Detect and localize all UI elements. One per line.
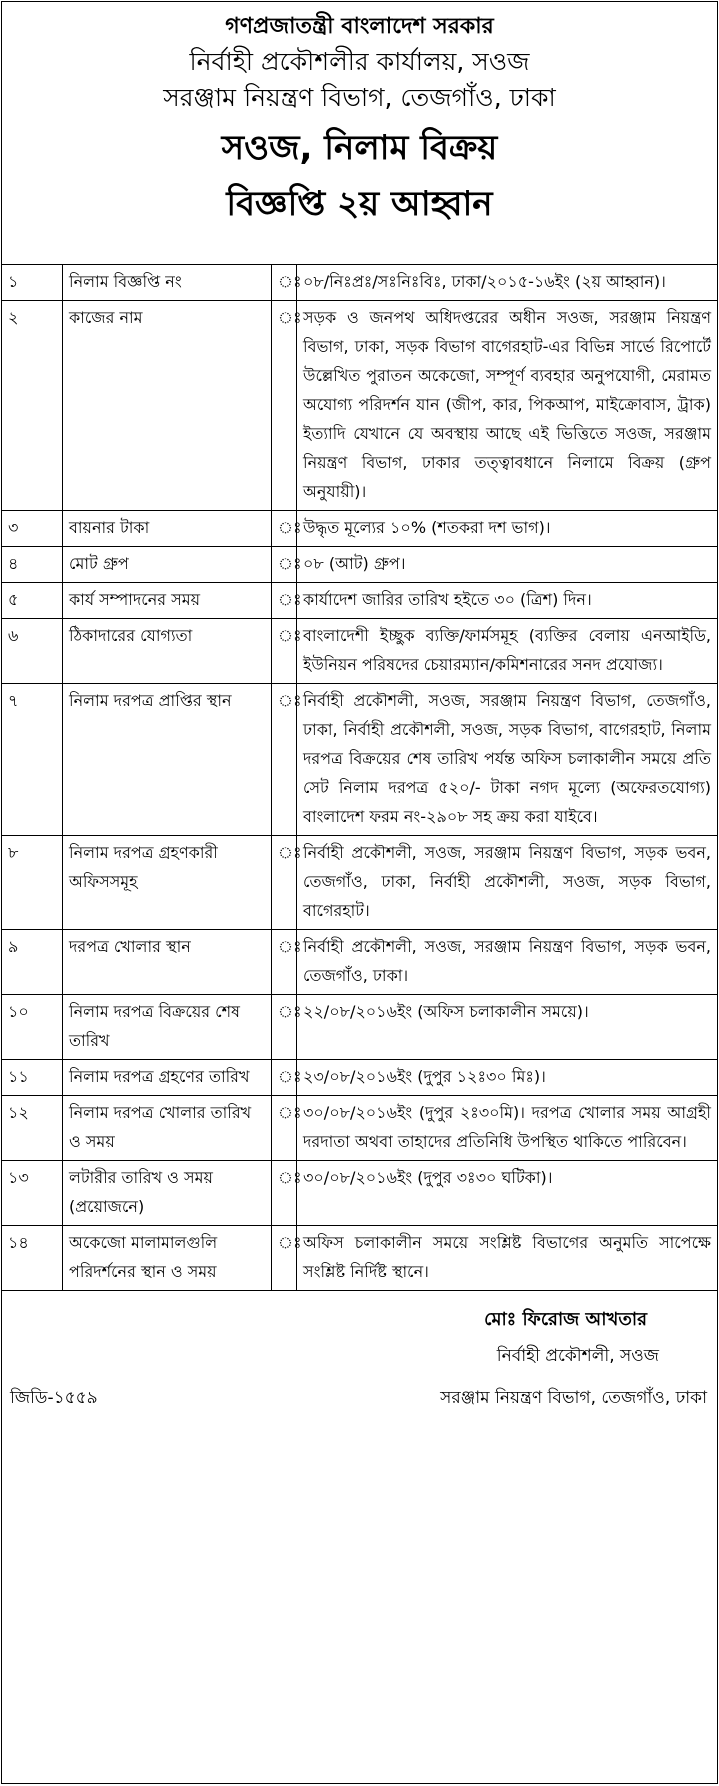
row-label: লটারীর তারিখ ও সময় (প্রয়োজনে) bbox=[63, 1161, 272, 1226]
row-number: ১৩ bbox=[2, 1161, 63, 1226]
row-number: ৪ bbox=[2, 547, 63, 583]
table-row bbox=[2, 1096, 717, 1161]
row-separator: ঃ bbox=[272, 301, 297, 511]
row-value: ০৮/নিঃপ্রঃ/সঃনিঃবিঃ, ঢাকা/২০১৫-১৬ইং (২য় আহ্বান)। bbox=[297, 265, 718, 301]
row-label: নিলাম দরপত্র গ্রহণের তারিখ bbox=[63, 1060, 272, 1096]
signatory-title: নির্বাহী প্রকৌশলী, সওজ bbox=[496, 1346, 659, 1366]
notice-subtitle: বিজ্ঞপ্তি ২য় আহ্বান bbox=[226, 184, 493, 224]
row-value: ৩০/০৮/২০১৬ইং (দুপুর ২ঃ৩০মি)। দরপত্র খোলার সময় আগ্রহী দরদাতা অথবা তাহাদের প্রতিনিধি উপস্থিত থাকিতে পারিবেন। bbox=[297, 1096, 718, 1161]
row-label: ঠিকাদারের যোগ্যতা bbox=[63, 619, 272, 684]
table-row bbox=[2, 684, 717, 836]
row-separator: ঃ bbox=[272, 1096, 297, 1161]
row-separator: ঃ bbox=[272, 836, 297, 930]
table-row bbox=[2, 583, 717, 619]
row-number: ৭ bbox=[2, 684, 63, 836]
row-separator: ঃ bbox=[272, 1226, 297, 1291]
notice-title: সওজ, নিলাম বিক্রয় bbox=[221, 128, 498, 168]
row-number: ৬ bbox=[2, 619, 63, 684]
row-separator: ঃ bbox=[272, 619, 297, 684]
row-value: ০৮ (আট) গ্রুপ। bbox=[297, 547, 718, 583]
row-label: কাজের নাম bbox=[63, 301, 272, 511]
row-separator: ঃ bbox=[272, 1161, 297, 1226]
table-row bbox=[2, 1060, 717, 1096]
row-value: ৩০/০৮/২০১৬ইং (দুপুর ৩ঃ৩০ ঘটিকা)। bbox=[297, 1161, 718, 1226]
row-label: নিলাম দরপত্র খোলার তারিখ ও সময় bbox=[63, 1096, 272, 1161]
row-number: ৯ bbox=[2, 930, 63, 995]
row-separator: ঃ bbox=[272, 930, 297, 995]
notice-header bbox=[2, 2, 717, 264]
row-value: নির্বাহী প্রকৌশলী, সওজ, সরঞ্জাম নিয়ন্ত্রণ বিভাগ, সড়ক ভবন, তেজগাঁও, ঢাকা। bbox=[297, 930, 718, 995]
table-row bbox=[2, 511, 717, 547]
table-row bbox=[2, 301, 717, 511]
notice-table bbox=[2, 264, 717, 1291]
row-value: ২৩/০৮/২০১৬ইং (দুপুর ১২ঃ৩০ মিঃ)। bbox=[297, 1060, 718, 1096]
row-label: নিলাম দরপত্র বিক্রয়ের শেষ তারিখ bbox=[63, 995, 272, 1060]
row-value: বাংলাদেশী ইচ্ছুক ব্যক্তি/ফার্মসমূহ (ব্যক্তির বেলায় এনআইডি, ইউনিয়ন পরিষদের চেয়ারম্যান/কমিশনারের সনদ প্রযোজ্য। bbox=[297, 619, 718, 684]
row-number: ১০ bbox=[2, 995, 63, 1060]
row-number: ২ bbox=[2, 301, 63, 511]
row-number: ১৪ bbox=[2, 1226, 63, 1291]
table-row bbox=[2, 265, 717, 301]
row-number: ৩ bbox=[2, 511, 63, 547]
table-row bbox=[2, 836, 717, 930]
row-label: নিলাম বিজ্ঞপ্তি নং bbox=[63, 265, 272, 301]
table-row bbox=[2, 1226, 717, 1291]
row-label: মোট গ্রুপ bbox=[63, 547, 272, 583]
row-label: দরপত্র খোলার স্থান bbox=[63, 930, 272, 995]
row-separator: ঃ bbox=[272, 547, 297, 583]
table-row bbox=[2, 930, 717, 995]
government-name: গণপ্রজাতন্ত্রী বাংলাদেশ সরকার bbox=[225, 14, 494, 39]
signatory-name: মোঃ ফিরোজ আখতার bbox=[484, 1309, 647, 1330]
row-value: ২২/০৮/২০১৬ইং (অফিস চলাকালীন সময়ে)। bbox=[297, 995, 718, 1060]
row-separator: ঃ bbox=[272, 995, 297, 1060]
signature-block bbox=[2, 1291, 717, 1491]
row-separator: ঃ bbox=[272, 265, 297, 301]
row-value: অফিস চলাকালীন সময়ে সংশ্লিষ্ট বিভাগের অনুমতি সাপেক্ষে সংশ্লিষ্ট নির্দিষ্ট স্থানে। bbox=[297, 1226, 718, 1291]
row-number: ৫ bbox=[2, 583, 63, 619]
table-row bbox=[2, 619, 717, 684]
table-row bbox=[2, 995, 717, 1060]
row-separator: ঃ bbox=[272, 1060, 297, 1096]
reference-number: জিডি-১৫৫৯ bbox=[10, 1388, 98, 1408]
row-number: ১২ bbox=[2, 1096, 63, 1161]
signatory-department: সরঞ্জাম নিয়ন্ত্রণ বিভাগ, তেজগাঁও, ঢাকা bbox=[440, 1388, 707, 1408]
row-value: উদ্ধৃত মূল্যের ১০% (শতকরা দশ ভাগ)। bbox=[297, 511, 718, 547]
row-label: বায়নার টাকা bbox=[63, 511, 272, 547]
row-value: নির্বাহী প্রকৌশলী, সওজ, সরঞ্জাম নিয়ন্ত্রণ বিভাগ, তেজগাঁও, ঢাকা, নির্বাহী প্রকৌশলী, সওজ, সড়ক বিভাগ, বাগেরহাট, নিলাম দরপত্র বিক্রয়ের শেষ তারিখ পর্যন্ত অফিস চলাকালীন সময়ে প্রতি সেট নিলাম দরপত্র ৫২০/- টাকা নগদ মূল্যে (অফেরতযোগ্য) বাংলাদেশ ফরম নং-২৯০৮ সহ ক্রয় করা যাইবে। bbox=[297, 684, 718, 836]
division-name: সরঞ্জাম নিয়ন্ত্রণ বিভাগ, তেজগাঁও, ঢাকা bbox=[163, 83, 556, 112]
table-row bbox=[2, 547, 717, 583]
row-label: নিলাম দরপত্র প্রাপ্তির স্থান bbox=[63, 684, 272, 836]
row-separator: ঃ bbox=[272, 511, 297, 547]
table-row bbox=[2, 1161, 717, 1226]
row-value: কার্যাদেশ জারির তারিখ হইতে ৩০ (ত্রিশ) দিন। bbox=[297, 583, 718, 619]
row-value: নির্বাহী প্রকৌশলী, সওজ, সরঞ্জাম নিয়ন্ত্রণ বিভাগ, সড়ক ভবন, তেজগাঁও, ঢাকা, নির্বাহী প্রকৌশলী, সওজ, সড়ক বিভাগ, বাগেরহাট। bbox=[297, 836, 718, 930]
row-number: ১ bbox=[2, 265, 63, 301]
office-name: নির্বাহী প্রকৌশলীর কার্যালয়, সওজ bbox=[189, 47, 530, 76]
row-number: ১১ bbox=[2, 1060, 63, 1096]
row-separator: ঃ bbox=[272, 684, 297, 836]
notice-page bbox=[1, 1, 718, 1784]
row-label: অকেজো মালামালগুলি পরিদর্শনের স্থান ও সময় bbox=[63, 1226, 272, 1291]
row-separator: ঃ bbox=[272, 583, 297, 619]
row-label: নিলাম দরপত্র গ্রহণকারী অফিসসমূহ bbox=[63, 836, 272, 930]
row-number: ৮ bbox=[2, 836, 63, 930]
row-value: সড়ক ও জনপথ অধিদপ্তরের অধীন সওজ, সরঞ্জাম নিয়ন্ত্রণ বিভাগ, ঢাকা, সড়ক বিভাগ বাগেরহাট-এর বিভিন্ন সার্ভে রিপোর্টে উল্লেখিত পুরাতন অকেজো, সম্পূর্ণ ব্যবহার অনুপযোগী, মেরামত অযোগ্য পরিদর্শন যান (জীপ, কার, পিকআপ, মাইক্রোবাস, ট্রাক) ইত্যাদি যেখানে যে অবস্থায় আছে এই ভিত্তিতে সওজ, সরঞ্জাম নিয়ন্ত্রণ বিভাগ, ঢাকার তত্ত্বাবধানে নিলামে বিক্রয় (গ্রুপ অনুযায়ী)। bbox=[297, 301, 718, 511]
row-label: কার্য সম্পাদনের সময় bbox=[63, 583, 272, 619]
